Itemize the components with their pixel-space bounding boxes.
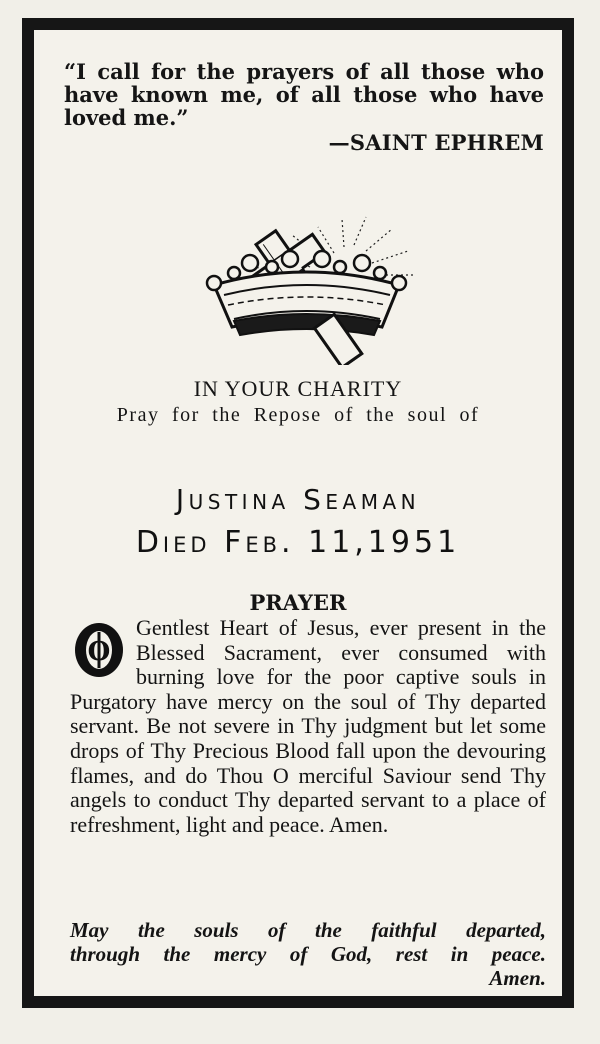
prayer-initial	[70, 618, 128, 680]
closing-line-2: through the mercy of God, rest in peace.	[70, 942, 546, 966]
epigraph-attribution: —SAINT EPHREM	[328, 130, 544, 155]
deceased-block	[34, 480, 562, 566]
closing-block	[70, 918, 546, 990]
charity-subtitle: Pray for the Repose of the soul of	[116, 404, 480, 426]
prayer-initial-letter: O	[87, 637, 111, 667]
charity-block	[34, 376, 562, 428]
epigraph-quote: “I call for the prayers of all those who have known me, of all those who have loved me.”	[64, 59, 544, 130]
epigraph	[64, 60, 544, 154]
crown-and-cross-icon	[194, 215, 419, 365]
prayer-heading: PRAYER	[249, 590, 347, 615]
prayer-text	[70, 616, 546, 837]
closing-line-1: May the souls of the faithful departed,	[70, 918, 546, 942]
deceased-death-date: Died Feb. 11,1951	[135, 525, 461, 560]
charity-title: IN YOUR CHARITY	[193, 376, 403, 401]
prayer-body: Gentlest Heart of Jesus, ever present in the Blessed Sacrament, ever consumed with burning love for the poor captive souls in Purgatory have mercy on the soul of Thy departed servant. Be not severe in Thy judgment but let some drops of Thy Precious Blood fall upon the devouring flames, and do Thou O merciful Saviour send Thy angels to conduct Thy departed servant to a place of refreshment, light and peace. Amen.	[70, 615, 546, 837]
deceased-name: Justina Seaman	[175, 483, 421, 516]
memorial-card	[22, 18, 574, 1008]
closing-amen: Amen.	[489, 966, 546, 990]
